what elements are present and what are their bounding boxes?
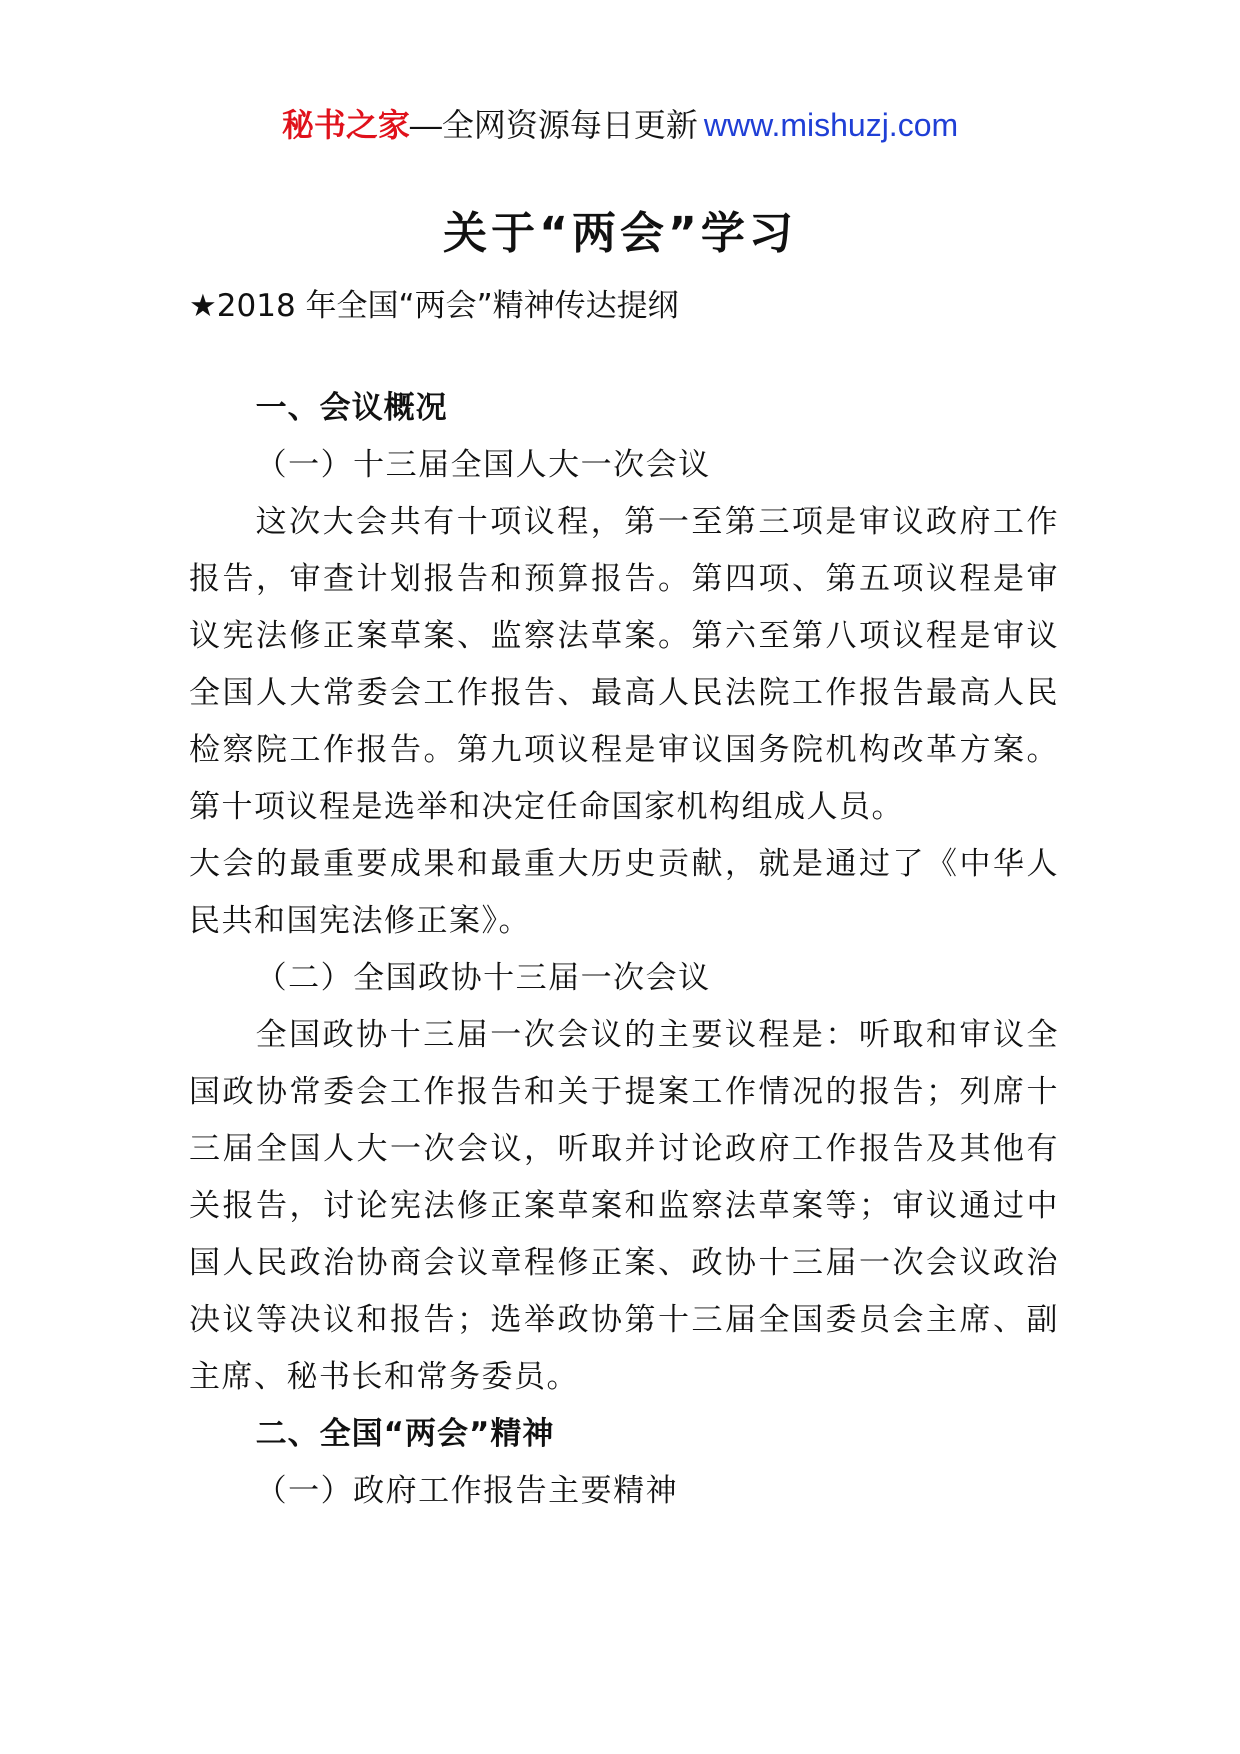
subsection-heading-1-1: （一）十三届全国人大一次会议 (255, 447, 711, 483)
site-tagline: —全网资源每日更新 (409, 107, 698, 143)
subsection-heading-1-2: （二）全国政协十三届一次会议 (255, 960, 711, 996)
paragraph-achievement: 大会的最重要成果和最重大历史贡献，就是通过了《中华人民共和国宪法修正案》。 (189, 846, 1059, 939)
site-url-link[interactable]: www.mishuzj.com (703, 107, 959, 143)
site-header (0, 100, 1240, 150)
paragraph-cppcc-agenda: 全国政协十三届一次会议的主要议程是：听取和审议全国政协常委会工作报告和关于提案工作情况的报告；列席十三届全国人大一次会议，听取并讨论政府工作报告及其他有关报告，讨论宪法修正案草案和监察法草案等；审议通过中国人民政治协商会议章程修正案、政协十三届一次会议政治决议等决议和报告；选举政协第十三届全国委员会主席、副主席、秘书长和常务委员。 (189, 1017, 1059, 1395)
document-body (189, 380, 1059, 1520)
section-heading-1: 一、会议概况 (255, 390, 448, 426)
paragraph-agenda: 这次大会共有十项议程，第一至第三项是审议政府工作报告，审查计划报告和预算报告。第四项、第五项议程是审议宪法修正案草案、监察法草案。第六至第八项议程是审议全国人大常委会工作报告、最高人民法院工作报告最高人民检察院工作报告。第九项议程是审议国务院机构改革方案。第十项议程是选举和决定任命国家机构组成人员。 (189, 504, 1059, 825)
document-subtitle: ★2018 年全国“两会”精神传达提纲 (189, 288, 679, 324)
document-title: 关于“两会”学习 (443, 208, 797, 259)
subsection-heading-2-1: （一）政府工作报告主要精神 (255, 1473, 679, 1509)
site-brand: 秘书之家 (281, 107, 410, 143)
section-heading-2: 二、全国“两会”精神 (255, 1416, 555, 1452)
